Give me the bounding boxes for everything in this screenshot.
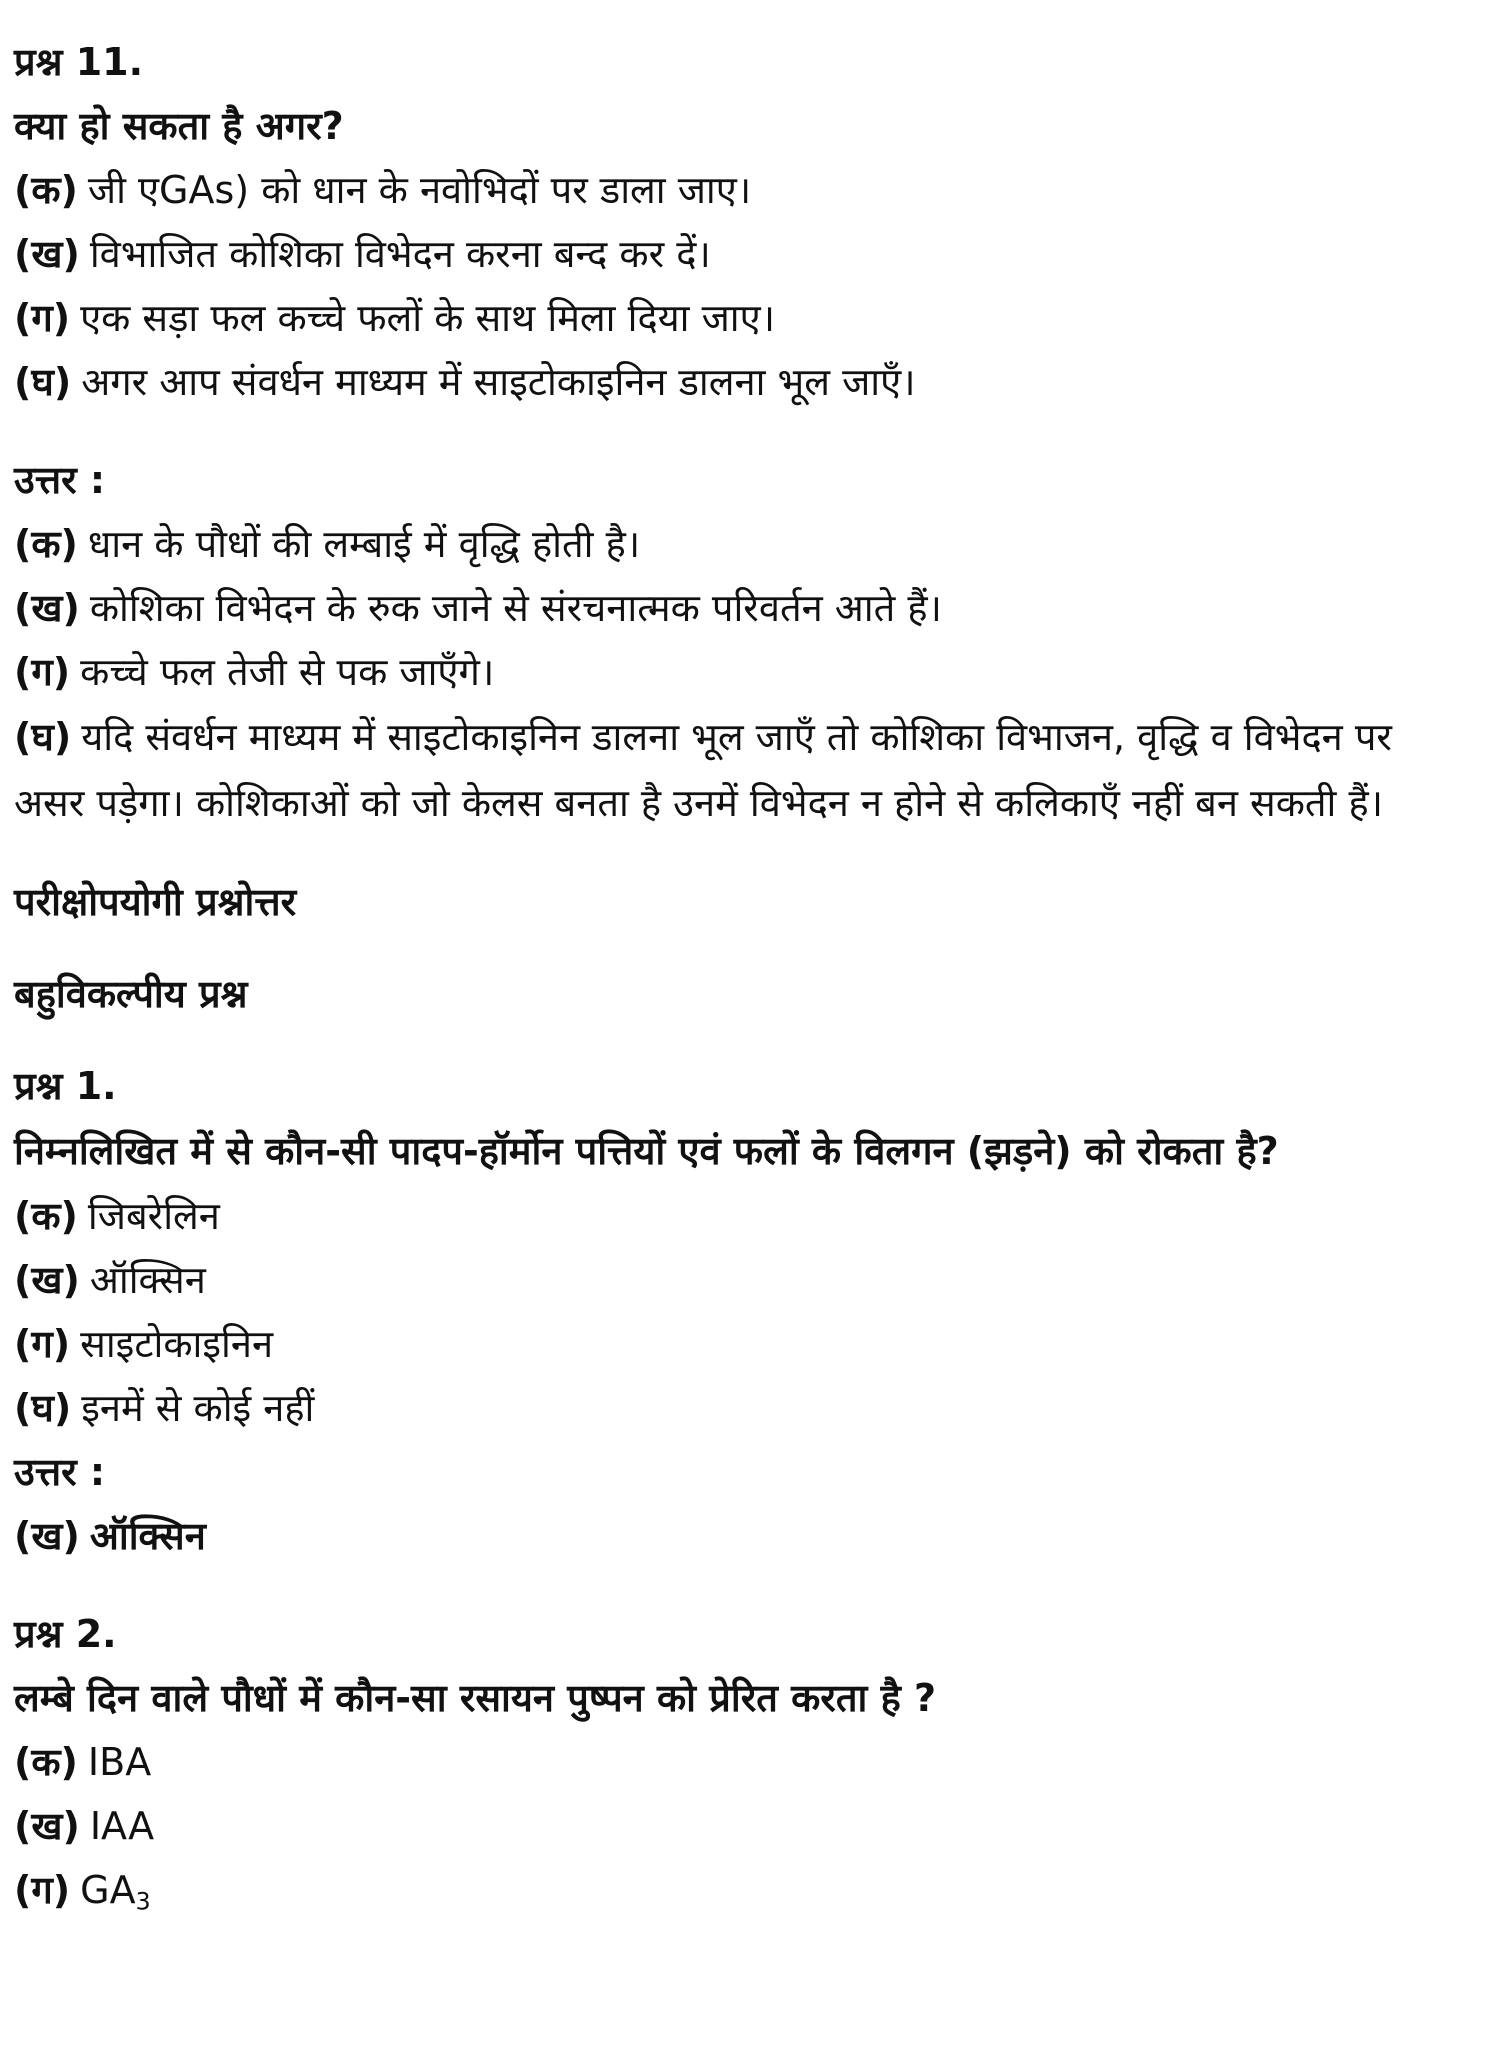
option-label: (ख) [14,1804,80,1848]
option-text: GA [80,1868,136,1912]
option-text: अगर आप संवर्धन माध्यम में साइटोकाइनिन डालना भूल जाएँ। [81,360,916,404]
mcq-1-option-d [14,1376,1474,1440]
option-label: (ग) [14,1322,71,1366]
mcq-1-option-c [14,1312,1474,1376]
option-label: (ख) [14,586,80,630]
option-label: (ग) [14,650,71,694]
answer-text: धान के पौधों की लम्बाई में वृद्धि होती है। [87,522,641,566]
option-label: (घ) [14,715,72,759]
option-label: (क) [14,1194,78,1238]
mcq-2-option-b [14,1794,1474,1858]
answer-text: यदि संवर्धन माध्यम में साइटोकाइनिन डालना भूल जाएँ तो कोशिका विभाजन, वृद्धि व विभेदन पर असर पड़ेगा। कोशिकाओं को जो केलस बनता है उनमें विभेदन न होने से कलिकाएँ नहीं बन सकती हैं। [14,715,1392,825]
answer-heading: उत्तर : [14,458,106,502]
option-label: (ग) [14,1868,71,1912]
option-label: (ख) [14,1258,80,1302]
question-11-option-d [14,350,1474,414]
answer-11-d [14,704,1464,836]
option-label: (ख) [14,232,80,276]
answer-text: कच्चे फल तेजी से पक जाएँगे। [80,650,495,694]
option-label: (क) [14,1740,78,1784]
option-label: (क) [14,522,78,566]
answer-11-b [14,576,1474,640]
option-text: IBA [87,1740,152,1784]
subsection-heading: बहुविकल्पीय प्रश्न [14,972,248,1016]
question-11-option-a [14,158,1474,222]
mcq-1-option-b [14,1248,1474,1312]
mcq-1-question: निम्नलिखित में से कौन-सी पादप-हॉर्मोन पत्तियों एवं फलों के विलगन (झड़ने) को रोकता है? [14,1129,1279,1173]
option-text: जिबरेलिन [87,1194,220,1238]
mcq-1-answer-heading: उत्तर : [14,1450,106,1494]
mcq-2-number: प्रश्न 2. [14,1612,117,1656]
option-text: इनमें से कोई नहीं [81,1386,315,1430]
option-text: IAA [89,1804,155,1848]
option-label: (घ) [14,1386,72,1430]
mcq-1-number: प्रश्न 1. [14,1064,117,1108]
mcq-2-question: लम्बे दिन वाले पौधों में कौन-सा रसायन पुष्पन को प्रेरित करता है ? [14,1676,937,1720]
document-page [14,30,1474,1934]
section-heading: परीक्षोपयोगी प्रश्नोत्तर [14,880,297,924]
option-text: एक सड़ा फल कच्चे फलों के साथ मिला दिया जाए। [80,296,776,340]
option-label: (ख) [14,1514,80,1558]
question-11-number: प्रश्न 11. [14,40,144,84]
question-11-option-c [14,286,1474,350]
question-11-text: क्या हो सकता है अगर? [14,104,344,148]
mcq-1-answer [14,1504,1474,1568]
question-11-option-b [14,222,1474,286]
option-label: (घ) [14,360,72,404]
answer-text: ऑक्सिन [89,1514,206,1558]
option-subscript: 3 [135,1887,151,1916]
option-text: जी एGAs) को धान के नवोभिदों पर डाला जाए। [87,168,752,212]
mcq-2-option-a [14,1730,1474,1794]
option-label: (ग) [14,296,71,340]
mcq-2-option-c [14,1858,1474,1934]
mcq-1-option-a [14,1184,1474,1248]
option-text: साइटोकाइनिन [80,1322,274,1366]
option-text: ऑक्सिन [89,1258,206,1302]
answer-11-c [14,640,1474,704]
answer-11-a [14,512,1474,576]
option-label: (क) [14,168,78,212]
option-text: विभाजित कोशिका विभेदन करना बन्द कर दें। [89,232,711,276]
answer-text: कोशिका विभेदन के रुक जाने से संरचनात्मक परिवर्तन आते हैं। [89,586,942,630]
